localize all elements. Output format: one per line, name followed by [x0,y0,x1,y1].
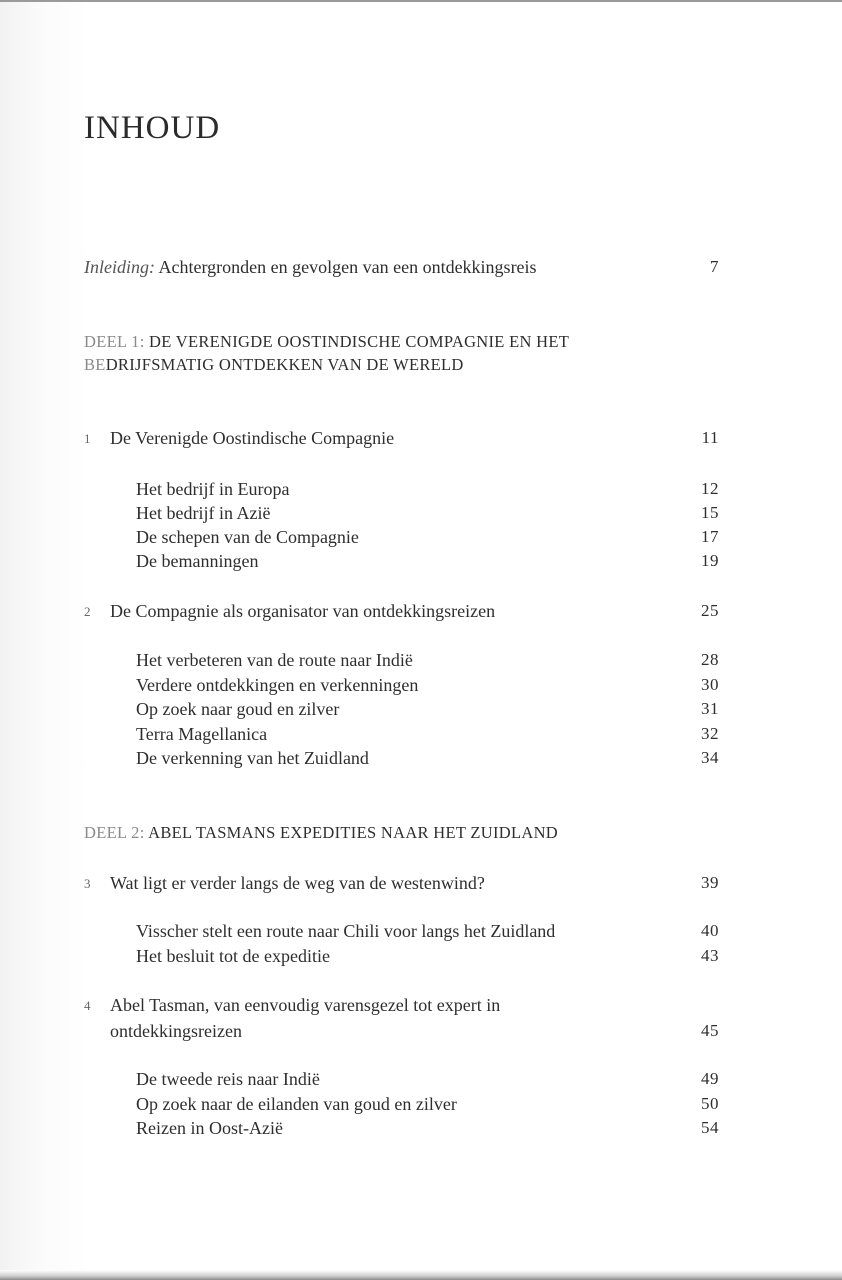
chapter-number: 3 [84,876,91,891]
chapter-number: 1 [84,431,91,446]
section-page: 17 [701,527,719,546]
top-page-edge [0,0,842,2]
section-title: Verdere ontdekkingen en verkenningen [136,675,419,695]
chapter-page: 11 [701,428,719,447]
section-title: De tweede reis naar Indië [136,1069,320,1089]
section-title: De verkenning van het Zuidland [136,748,369,768]
part-2-title: ABEL TASMANS EXPEDITIES NAAR HET ZUIDLAND [148,823,558,842]
chapter-number: 4 [84,998,91,1013]
section-page: 32 [701,724,719,743]
part-1-title-line-2: DRIJFSMATIG ONTDEKKEN VAN DE WERELD [105,355,464,374]
part-2-heading [84,821,684,844]
part-1-line-1 [84,330,684,353]
intro-text [84,257,537,278]
section-page: 15 [701,503,719,522]
chapter-number: 2 [84,604,91,619]
section-title: Reizen in Oost-Azië [136,1118,283,1138]
section-page: 31 [701,699,719,718]
intro-page: 7 [710,257,719,276]
section-title: De schepen van de Compagnie [136,527,359,547]
chapter-title-line-1: Abel Tasman, van eenvoudig varensgezel tot expert in [110,995,501,1015]
bottom-page-edge [0,1270,842,1280]
intro-title: Achtergronden en gevolgen van een ontdekkingsreis [158,257,537,277]
chapter-title: Wat ligt er verder langs de weg van de westenwind? [110,873,485,893]
intro-label: Inleiding: [84,257,155,277]
chapter-title-line-2: ontdekkingsreizen [110,1021,242,1041]
chapter-title: De Verenigde Oostindische Compagnie [110,428,395,448]
section-page: 40 [701,921,719,940]
page-title: INHOUD [84,110,221,146]
section-page: 54 [701,1118,719,1137]
section-title: Het besluit tot de expeditie [136,946,330,966]
section-title: De bemanningen [136,551,259,571]
part-1-title-line-1: DE VERENIGDE OOSTINDISCHE COMPAGNIE EN HET [149,332,570,351]
section-page: 43 [701,946,719,965]
section-page: 34 [701,748,719,767]
part-1-heading [84,330,684,376]
section-title: Op zoek naar goud en zilver [136,699,340,719]
chapter-title: De Compagnie als organisator van ontdekkingsreizen [110,601,496,621]
section-page: 12 [701,479,719,498]
section-title: Het verbeteren van de route naar Indië [136,650,413,670]
part-2-line-1 [84,821,684,844]
section-title: Het bedrijf in Azië [136,503,271,523]
section-title: Op zoek naar de eilanden van goud en zilver [136,1094,457,1114]
part-1-line-2-prefix: BE [84,355,106,374]
section-title: Visscher stelt een route naar Chili voor langs het Zuidland [136,921,556,941]
section-page: 50 [701,1094,719,1113]
section-page: 28 [701,650,719,669]
section-page: 19 [701,551,719,570]
section-title: Terra Magellanica [136,724,268,744]
chapter-page: 45 [701,1021,719,1040]
part-2-prefix: DEEL 2: [84,823,145,842]
section-title: Het bedrijf in Europa [136,479,290,499]
section-page: 30 [701,675,719,694]
part-1-line-2 [84,353,684,376]
section-page: 49 [701,1069,719,1088]
chapter-page: 39 [701,873,719,892]
chapter-page: 25 [701,601,719,620]
part-1-prefix: DEEL 1: [84,332,145,351]
